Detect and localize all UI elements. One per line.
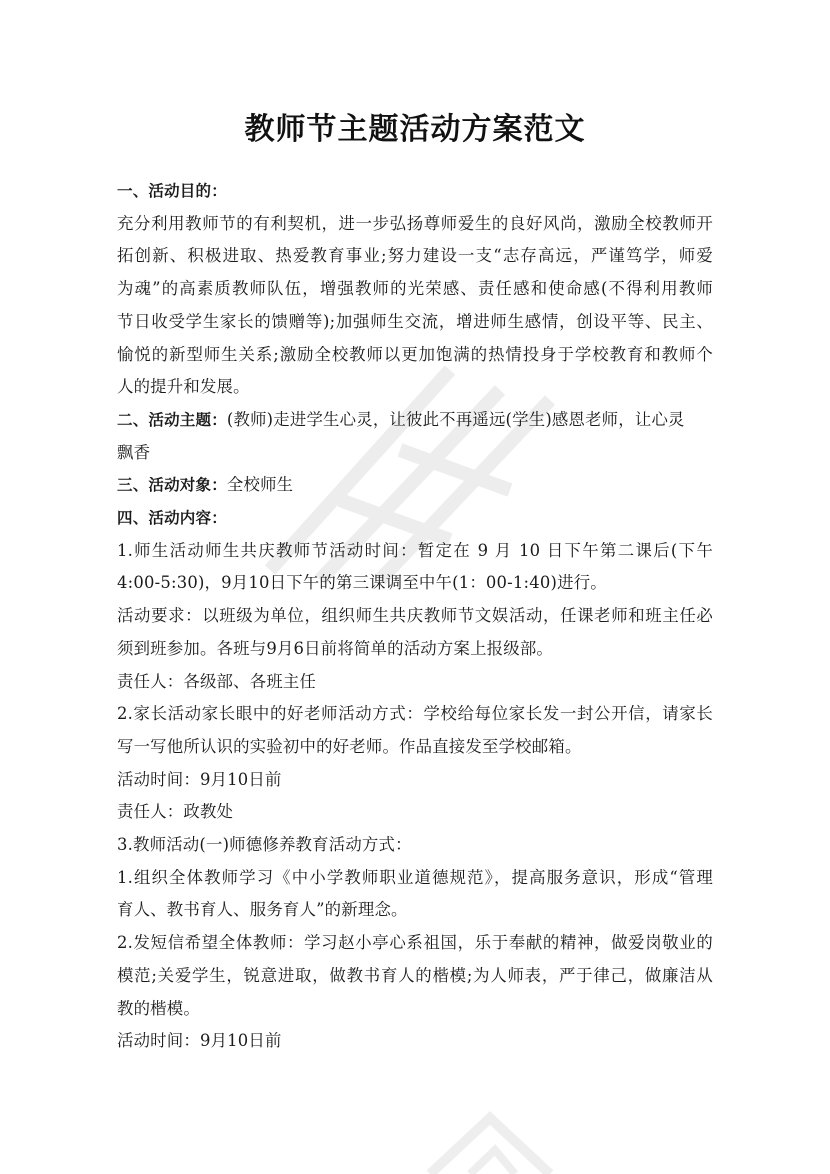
paragraph-line: 4:00-5:30)，9月10日下午的第三课调至中午(1：00-1:40)进行。 <box>117 573 607 593</box>
paragraph-line: 责任人：各级部、各班主任 <box>117 671 317 691</box>
paragraph-line: 节日收受学生家长的馈赠等);加强师生交流，增进师生感情，创设平等、民主、 <box>117 311 713 331</box>
section-label: 二、活动主题： <box>117 410 227 429</box>
paragraph-line: 教的楷模。 <box>117 998 200 1018</box>
paragraph-line: 活动时间：9月10日前 <box>117 769 282 789</box>
paragraph-line: 写一写他所认识的实验初中的好老师。作品直接发至学校邮箱。 <box>117 736 582 756</box>
paragraph-line: 活动要求：以班级为单位，组织师生共庆教师节文娱活动，任课老师和班主任必 <box>117 606 713 626</box>
section-heading-text: 四、活动内容： <box>117 509 227 527</box>
paragraph-line: 1.组织全体教师学习《中小学教师职业道德规范》，提高服务意识，形成“管理 <box>117 867 713 887</box>
paragraph-line: 育人、教书育人、服务育人”的新理念。 <box>117 900 408 920</box>
section-heading-with-value <box>117 468 717 501</box>
paragraph-line: 为魂”的高素质教师队伍，增强教师的光荣感、责任感和使命感(不得利用教师 <box>117 279 713 299</box>
document-title: 教师节主题活动方案范文 <box>244 112 586 147</box>
paragraph-line: 愉悦的新型师生关系;激励全校教师以更加饱满的热情投身于学校教育和教师个 <box>117 344 713 364</box>
section-value: 全校师生 <box>226 475 294 495</box>
paragraph-line: 1.师生活动师生共庆教师节活动时间：暂定在 9 月 10 日下午第二课后(下午 <box>117 540 713 560</box>
section-heading-text: 一、活动目的： <box>117 182 227 200</box>
paragraph-line: 模范;关爱学生，锐意进取，做教书育人的楷模;为人师表，严于律己，做廉洁从 <box>117 965 713 985</box>
section-heading <box>117 501 717 534</box>
paragraph-line: 2.家长活动家长眼中的好老师活动方式：学校给每位家长发一封公开信，请家长 <box>117 704 713 724</box>
paragraph-line: 3.教师活动(一)师德修养教育活动方式： <box>117 835 412 854</box>
section-heading-with-value <box>117 403 717 436</box>
paragraph-line: 人的提升和发展。 <box>117 377 250 397</box>
paragraph-line: 飘香 <box>117 442 151 462</box>
paragraph-line: 拓创新、积极进取、热爱教育事业;努力建设一支“志存高远，严谨笃学，师爱 <box>117 246 713 266</box>
section-heading <box>117 174 717 207</box>
paragraph-line: 责任人：政教处 <box>117 802 234 822</box>
section-label: 三、活动对象： <box>117 476 227 495</box>
paragraph-line: 充分利用教师节的有利契机，进一步弘扬尊师爱生的良好风尚，激励全校教师开 <box>117 213 713 233</box>
paragraph-line: 2.发短信希望全体教师：学习赵小亭心系祖国，乐于奉献的精神，做爱岗敬业的 <box>117 933 713 953</box>
watermark-diamond-icon <box>420 1110 560 1174</box>
paragraph-line: 须到班参加。各班与9月6日前将简单的活动方案上报级部。 <box>117 638 554 658</box>
paragraph-line: 活动时间：9月10日前 <box>117 1031 282 1051</box>
section-value: (教师)走进学生心灵，让彼此不再遥远(学生)感恩老师，让心灵 <box>226 409 685 429</box>
